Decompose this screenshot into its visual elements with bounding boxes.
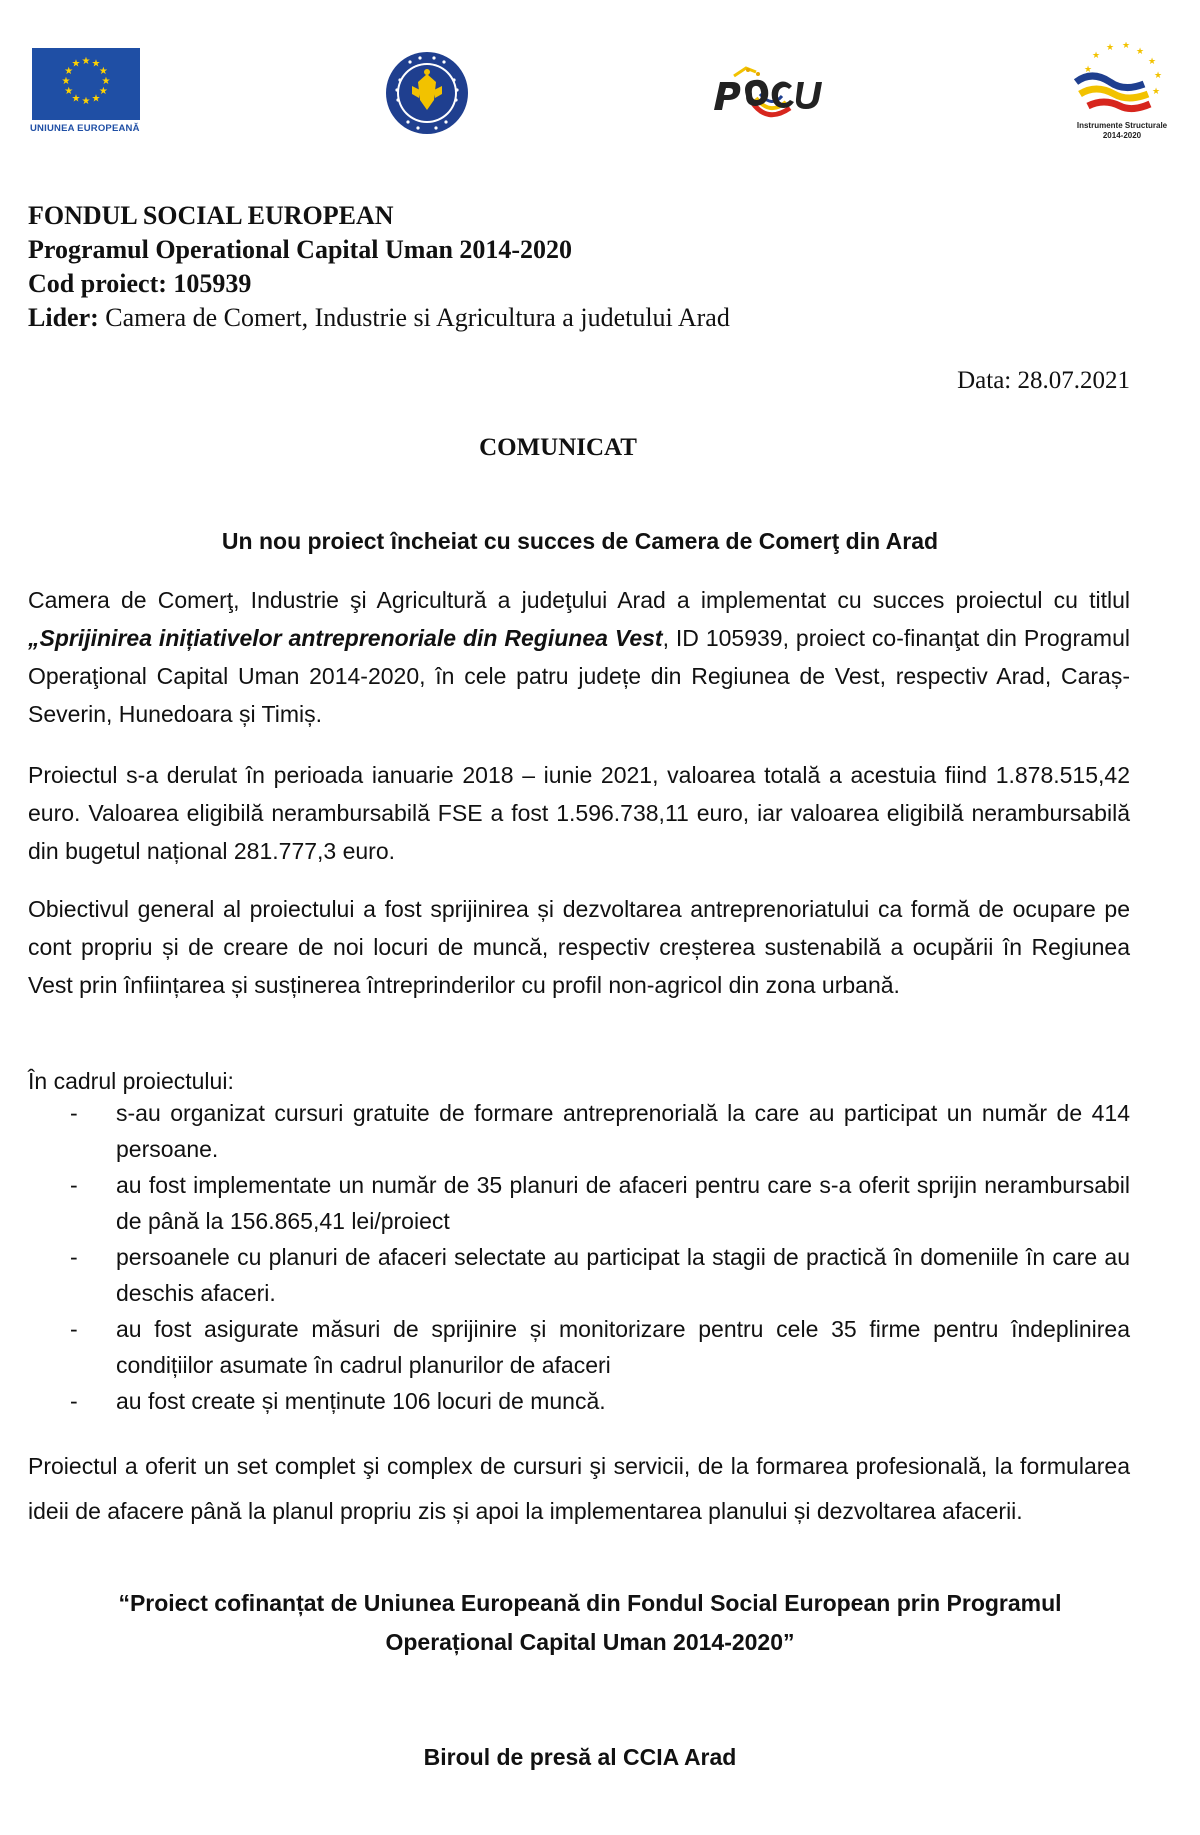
svg-text:★: ★ [98,86,108,97]
paragraph-services: Proiectul a oferit un set complet şi complex de cursuri şi servicii, de la formarea profesională, la formularea ideii de afacere până la planul propriu zis și apoi la implementarea planului și dezvoltarea afacerii. [28,1453,1130,1524]
romanian-government-seal-logo [384,50,470,136]
bullet-marker: - [70,1388,78,1414]
document-date: Data: 28.07.2021 [957,367,1130,394]
header-project-code: Cod proiect: 105939 [28,269,252,298]
svg-text:★: ★ [98,66,108,77]
svg-text:★: ★ [61,76,71,87]
cofinancing-line1: “Proiect cofinanțat de Uniunea Europeană din Fondul Social European prin Programul [118,1590,1062,1616]
paragraph-budget: Proiectul s-a derulat în perioada ianuarie 2018 – iunie 2021, valoarea totală a acestuia fiind 1.878.515,42 euro. Valoarea eligibilă nerambursabilă FSE a fost 1.596.738,11 euro, iar valoarea eligibilă nerambursabilă din bugetul național 281.777,3 euro. [28,762,1130,864]
svg-text:★: ★ [1147,57,1157,67]
svg-text:★: ★ [101,76,111,87]
svg-text:★: ★ [1083,65,1093,75]
list-item-text: persoanele cu planuri de afaceri selectate au participat la stagii de practică în domeniile în care au deschis afaceri. [116,1244,1130,1306]
svg-text:★: ★ [1091,51,1101,61]
cofinancing-line2: Operațional Capital Uman 2014-2020” [385,1629,795,1655]
svg-text:★: ★ [81,56,91,67]
bullet-marker: - [70,1316,78,1342]
instrumente-label-line1: Instrumente Structurale [1076,121,1168,130]
instrumente-logo-label [1064,121,1180,141]
bullet-marker: - [70,1244,78,1270]
paragraph-intro-after: , ID 105939, proiect co-finanţat din Programul Operaţional Capital Uman 2014-2020, în cele patru județe din Regiunea de Vest, respectiv Arad, Caraș-Severin, Hunedoara și Timiș. [28,625,1130,727]
bullet-marker: - [70,1172,78,1198]
leader-value: Camera de Comert, Industrie si Agricultura a judetului Arad [105,303,730,332]
list-item [28,1311,1130,1383]
header-program-name: Programul Operational Capital Uman 2014-2020 [28,235,573,264]
svg-text:★: ★ [71,93,81,105]
list-item-text: s-au organizat cursuri gratuite de formare antreprenorială la care au participat un număr de 414 persoane. [116,1100,1130,1162]
activities-list [28,1095,1130,1419]
paragraph-objective: Obiectivul general al proiectului a fost sprijinirea și dezvoltarea antreprenoriatului ca formă de ocupare pe cont propriu și de creare de noi locuri de muncă, respectiv creșterea sustenabilă a ocupării în Regiunea Vest prin înființarea și susținerea întreprinderilor cu profil non-agricol din zona urbană. [28,896,1130,998]
svg-text:★: ★ [91,58,101,70]
eu-logo-label: UNIUNEA EUROPEANĂ [30,123,140,134]
svg-text:★: ★ [1135,47,1145,57]
bullet-marker: - [70,1100,78,1126]
svg-text:★: ★ [91,93,101,105]
project-title: „Sprijinirea inițiativelor antreprenoriale din Regiunea Vest [28,625,663,651]
svg-text:★: ★ [81,96,91,107]
header-fund-name: FONDUL SOCIAL EUROPEAN [28,201,394,230]
svg-text:★: ★ [64,86,74,97]
paragraph-intro-before: Camera de Comerţ, Industrie şi Agricultură a judeţului Arad a implementat cu succes proiectul cu titlul [28,587,1130,613]
paragraph-activities-intro: În cadrul proiectului: [28,1068,234,1094]
svg-text:★: ★ [71,58,81,70]
paragraph-intro [28,581,1130,733]
cofinancing-statement [40,1584,1140,1662]
document-subtitle: Un nou proiect încheiat cu succes de Camera de Comerţ din Arad [221,528,939,554]
list-item [28,1383,1130,1419]
list-item [28,1239,1130,1311]
list-item [28,1095,1130,1167]
svg-text:★: ★ [1153,71,1163,81]
svg-text:★: ★ [1121,42,1131,51]
pocu-logo [712,62,832,124]
instrumente-label-line2: 2014-2020 [1102,131,1142,140]
document-title: COMUNICAT [479,434,637,461]
list-item [28,1167,1130,1239]
press-office-signature: Biroul de presă al CCIA Arad [423,1744,737,1770]
leader-label: Lider: [28,303,99,332]
list-item-text: au fost asigurate măsuri de sprijinire și monitorizare pentru cele 35 firme pentru îndeplinirea condițiilor asumate în cadrul planurilor de afaceri [116,1316,1130,1378]
list-item-text: au fost create și menținute 106 locuri de muncă. [116,1388,606,1414]
svg-text:★: ★ [1151,87,1161,97]
svg-text:★: ★ [1105,43,1115,53]
eu-flag-logo [32,48,140,120]
header-leader-line [28,301,730,335]
document-header [28,199,730,335]
svg-text:★: ★ [64,66,74,77]
list-item-text: au fost implementate un număr de 35 planuri de afaceri pentru care s-a oferit sprijin nerambursabil de până la 156.865,41 lei/proiect [116,1172,1130,1234]
